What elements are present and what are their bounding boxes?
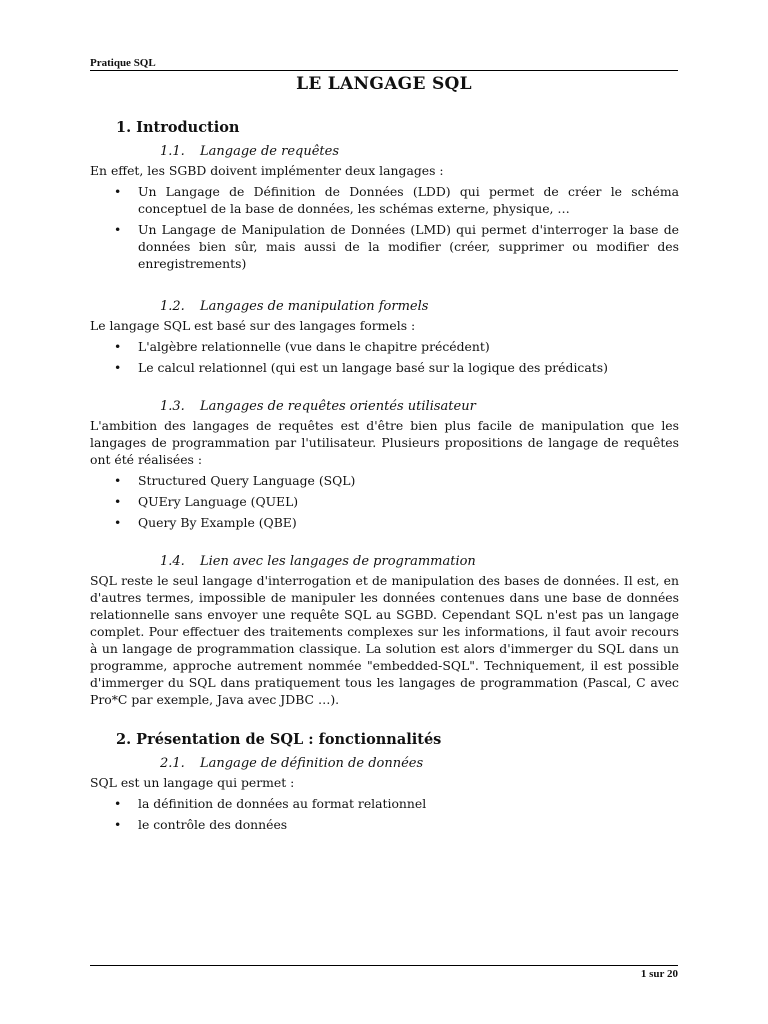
paragraph: SQL est un langage qui permet : <box>90 775 295 790</box>
bullet-list <box>90 183 679 272</box>
list-item <box>90 359 679 376</box>
list-item-text: QUEry Language (QUEL) <box>138 494 299 509</box>
footer-rule <box>90 965 678 966</box>
list-item-text: Query By Example (QBE) <box>138 515 297 530</box>
bullet-icon: • <box>114 494 122 509</box>
list-item <box>90 221 679 272</box>
list-item <box>90 493 679 510</box>
paragraph: L'ambition des langages de requêtes est d'être bien plus facile de manipulation que les langages de programmation par l'utilisateur. Plusieurs propositions de langage de requêtes ont été réalisées : <box>90 418 679 467</box>
bullet-list <box>90 472 679 531</box>
subsection-number: 1.3. <box>160 399 185 414</box>
page-number: 1 sur 20 <box>640 968 678 980</box>
list-item <box>90 472 679 489</box>
list-item-text: Structured Query Language (SQL) <box>138 473 356 488</box>
list-item-text: Un Langage de Définition de Données (LDD) qui permet de créer le schéma conceptuel de la base de données, les schémas externe, physique, … <box>138 184 679 216</box>
bullet-icon: • <box>114 817 122 832</box>
document-body <box>90 118 679 837</box>
bullet-list <box>90 795 679 833</box>
subsection-title-1-3 <box>160 398 679 415</box>
header-rule <box>90 70 678 71</box>
section-title-introduction: 1. Introduction <box>116 119 240 136</box>
list-item <box>90 338 679 355</box>
paragraph: Le langage SQL est basé sur des langages formels : <box>90 318 416 333</box>
subsection-title-1-4 <box>160 553 679 570</box>
document-title: LE LANGAGE SQL <box>296 74 472 94</box>
list-item <box>90 816 679 833</box>
subsection-number: 1.4. <box>160 554 185 569</box>
paragraph: SQL reste le seul langage d'interrogation et de manipulation des bases de données. Il est, en d'autres termes, impossible de manipuler les données contenues dans une base de données relationnelle sans envoyer une requête SQL au SGBD. Cependant SQL n'est pas un langage complet. Pour effectuer des traitements complexes sur les informations, il faut avoir recours à un langage de programmation classique. La solution est alors d'immerger du SQL dans un programme, approche autrement nommée "embedded-SQL". Techniquement, il est possible d'immerger du SQL dans pratiquement tous les langages de programmation (Pascal, C avec Pro*C par exemple, Java avec JDBC …). <box>90 573 679 707</box>
subsection-title-1-2 <box>160 298 679 315</box>
list-item-text: L'algèbre relationnelle (vue dans le chapitre précédent) <box>138 339 490 354</box>
subsection-label: Langage de requêtes <box>200 144 340 159</box>
list-item-text: le contrôle des données <box>138 817 288 832</box>
running-header: Pratique SQL <box>90 57 156 69</box>
subsection-number: 2.1. <box>160 756 185 771</box>
bullet-icon: • <box>114 515 122 530</box>
subsection-number: 1.2. <box>160 299 185 314</box>
list-item <box>90 514 679 531</box>
list-item <box>90 183 679 217</box>
paragraph: En effet, les SGBD doivent implémenter deux langages : <box>90 163 444 178</box>
bullet-icon: • <box>114 339 122 354</box>
list-item-text: Le calcul relationnel (qui est un langage basé sur la logique des prédicats) <box>138 360 608 375</box>
subsection-title-1-1 <box>160 143 679 160</box>
subsection-label: Langages de manipulation formels <box>200 299 429 314</box>
subsection-title-2-1 <box>160 755 679 772</box>
subsection-label: Lien avec les langages de programmation <box>200 554 476 569</box>
list-item-text: la définition de données au format relationnel <box>138 796 427 811</box>
subsection-label: Langage de définition de données <box>200 756 424 771</box>
bullet-icon: • <box>114 796 122 811</box>
list-item <box>90 795 679 812</box>
bullet-icon: • <box>114 184 122 199</box>
list-item-text: Un Langage de Manipulation de Données (LMD) qui permet d'interroger la base de données bien sûr, mais aussi de la modifier (créer, supprimer ou modifier des enregistrements) <box>138 222 679 271</box>
bullet-icon: • <box>114 222 122 237</box>
section-title-presentation: 2. Présentation de SQL : fonctionnalités <box>116 731 442 748</box>
subsection-number: 1.1. <box>160 144 185 159</box>
bullet-icon: • <box>114 473 122 488</box>
bullet-list <box>90 338 679 376</box>
bullet-icon: • <box>114 360 122 375</box>
subsection-label: Langages de requêtes orientés utilisateur <box>200 399 476 414</box>
